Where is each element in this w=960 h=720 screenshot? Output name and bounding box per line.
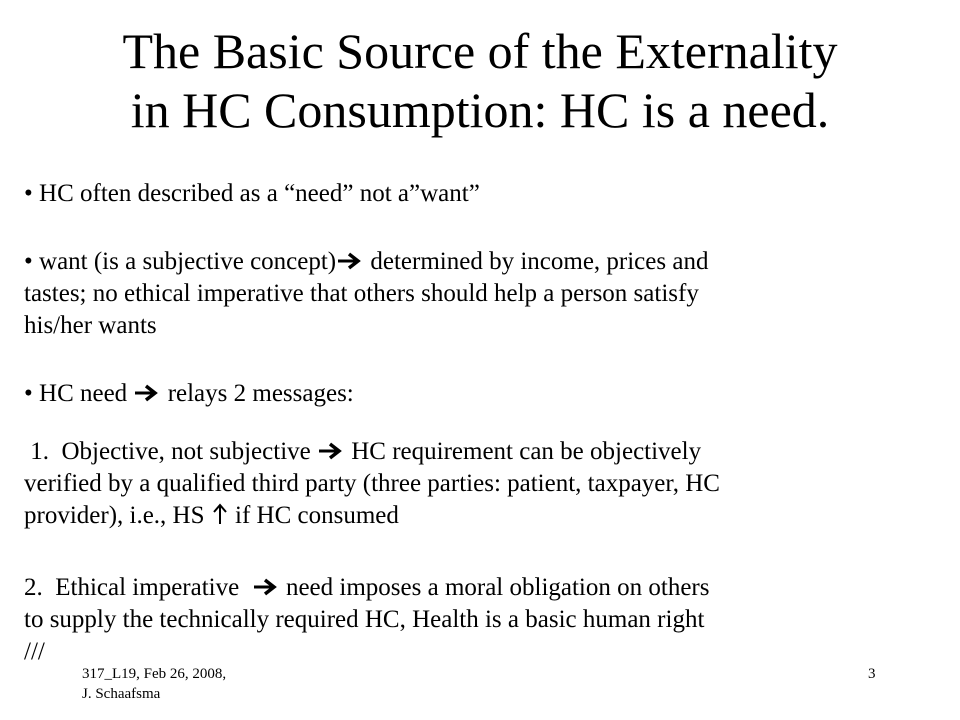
bullet-marker: • bbox=[24, 180, 33, 207]
right-arrow-icon bbox=[317, 441, 345, 461]
title-line-2: in HC Consumption: HC is a need. bbox=[130, 82, 830, 138]
point-2-text-c: to supply the technically required HC, Health is a basic human right bbox=[24, 606, 705, 633]
bullet-3 bbox=[24, 378, 914, 410]
point-1-text-a: 1. Objective, not subjective bbox=[24, 438, 317, 465]
point-1-text-c: verified by a qualified third party (three parties: patient, taxpayer, HC bbox=[24, 470, 720, 497]
bullet-marker: • bbox=[24, 248, 33, 275]
bullet-2-text-b: determined by income, prices and bbox=[364, 248, 709, 275]
bullet-marker: • bbox=[24, 380, 33, 407]
point-2-text-d: /// bbox=[24, 638, 45, 665]
right-arrow-icon bbox=[133, 383, 161, 403]
bullet-2-text-d: his/her wants bbox=[24, 312, 157, 339]
point-1-text-e: if HC consumed bbox=[228, 502, 399, 529]
bullet-2 bbox=[24, 246, 914, 342]
bullet-2-text-a: want (is a subjective concept) bbox=[39, 248, 337, 275]
point-2-text-a: 2. Ethical imperative bbox=[24, 574, 252, 601]
right-arrow-icon bbox=[336, 251, 364, 271]
point-2 bbox=[24, 572, 914, 668]
title-line-1: The Basic Source of the Externality bbox=[122, 23, 838, 79]
bullet-1-text: HC often described as a “need” not a”want” bbox=[39, 180, 480, 207]
page-number: 3 bbox=[868, 666, 876, 682]
footer-line-1: 317_L19, Feb 26, 2008, bbox=[82, 666, 227, 682]
up-arrow-icon bbox=[211, 502, 229, 526]
point-2-text-b: need imposes a moral obligation on others bbox=[279, 574, 710, 601]
bullet-3-text-b: relays 2 messages: bbox=[161, 380, 354, 407]
point-1-text-b: HC requirement can be objectively bbox=[344, 438, 702, 465]
bullet-3-text-a: HC need bbox=[39, 380, 134, 407]
right-arrow-icon bbox=[252, 577, 280, 597]
bullet-2-text-c: tastes; no ethical imperative that others should help a person satisfy bbox=[24, 280, 699, 307]
slide-title bbox=[0, 22, 960, 140]
point-1-text-d: provider), i.e., HS bbox=[24, 502, 211, 529]
bullet-1 bbox=[24, 178, 914, 210]
point-1 bbox=[24, 436, 914, 532]
footer-line-2: J. Schaafsma bbox=[82, 686, 161, 702]
footer-citation bbox=[82, 664, 226, 704]
